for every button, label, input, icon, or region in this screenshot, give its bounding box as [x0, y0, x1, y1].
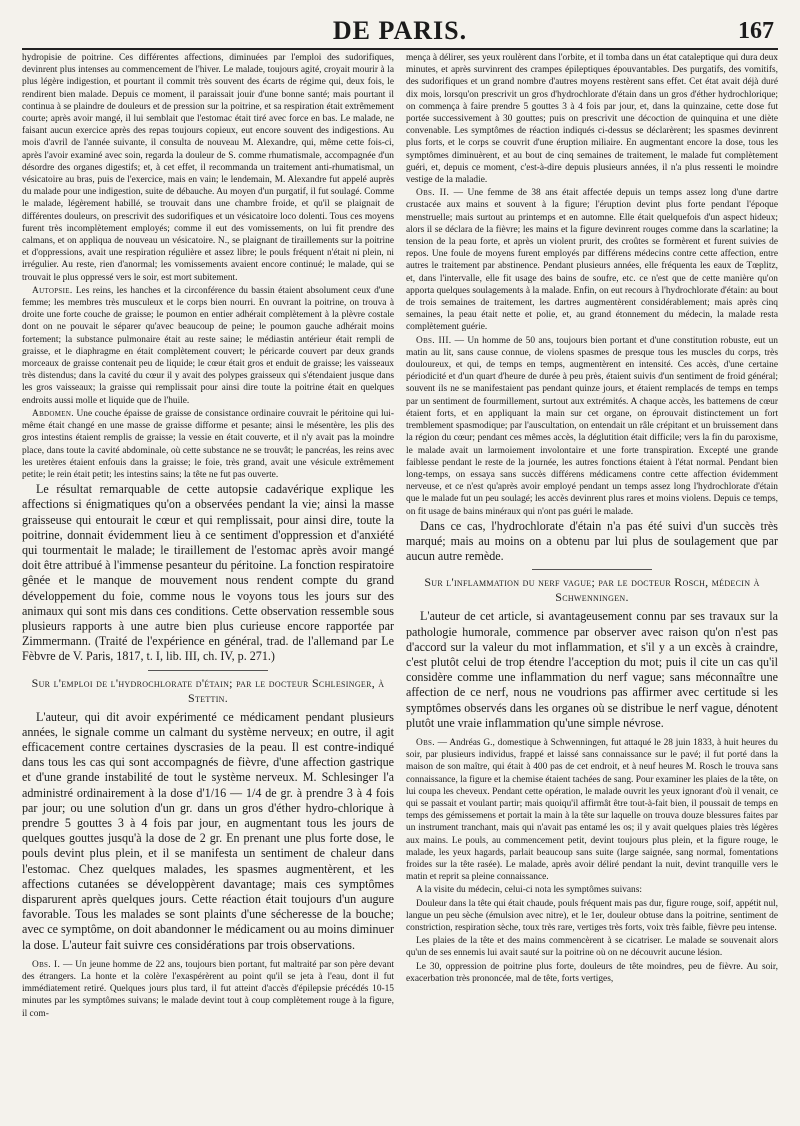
- paragraph-hydrochlorate-intro: L'auteur, qui dit avoir expérimenté ce médicament pendant plusieurs années, le signale comme un calmant du système nerveux; en outre, il agit efficacement contre certaines dyscrasies de la peau. Il est contre-indiqué dans tous les cas qui sont accompagnés de fièvre, d'une affection gastrique et d'une grande instabilité de tout le système nerveux. M. Schlesinger l'a administré ordinairement à la dose d'1/16 — 1/4 de gr. à prendre 3 à 4 fois par jour; ou une solution d'un gr. dans un gros d'éther hydro-chlorique à prendre 5 gouttes 3 à 4 fois par jour, en augmentant tous les jours de quelques gouttes jusqu'à la dose de 2 gr. En prenant une plus forte dose, le pouls devint plus plein, et il se manifesta un sentiment de chaleur dans l'estomac. Chez quelques malades, les spasmes augmentèrent, et les affections cutanées se développèrent davantage; mais ces symptômes disparurent après quelques jours. Cette réaction était toujours d'un augure favorable. Tous les malades se sont plaints d'une sécheresse de la bouche; avec ce symptôme, on doit abandonner le médicament ou au moins diminuer la dose. L'auteur fait suivre ces considérations par trois observations.: [22, 709, 394, 952]
- text-columns: [22, 52, 778, 1120]
- obs2-lead: Obs. II.: [416, 188, 450, 199]
- running-title: DE PARIS.: [332, 16, 468, 45]
- left-column: [22, 52, 394, 1120]
- paragraph-observation-1: [22, 959, 394, 1020]
- paragraph-symptoms: Douleur dans la tête qui était chaude, pouls fréquent mais pas dur, figure rouge, soif, appétit nul, langue un peu sèche (émulsion avec nitre), et le 1er, douleur obtuse dans la poitrine, sentiment de constriction, respiration sèche, toux très rare, vertiges très forts, voix très faible, fièvre peu intense.: [406, 898, 778, 933]
- obs3-lead: Obs. III.: [416, 335, 452, 346]
- obs1-lead: Obs. I.: [32, 959, 61, 970]
- autopsy-lead: Autopsie.: [32, 285, 73, 296]
- obs3-text: — Un homme de 50 ans, toujours bien portant et d'une constitution robuste, eut un matin au lit, sans cause connue, de violens spasmes de presque tous les muscles du corps, très douloureux, et qui, de temps en temps, augmentèrent en intensité. Ces accès, d'une certaine périodicité et d'un quart d'heure de durée à peu près, étaient suivis d'un sentiment de froid général; souvent ils ne se manifestaient pas pendant quinze jours, et étaient remplacés de temps en temps par un sentiment de fourmillement, surtout aux extrémités. A chaque accès, les battemens de cœur étaient forts, et en appliquant la main sur cet organe, on éprouvait distinctement un fort tremblement spasmodique; par l'auscultation, on entendait un râle crépitant et un bruissement dans la région du cœur; pendant ces mêmes accès, la déglutition était difficile; vers la fin du paroxisme, le malade avait un larmoiement involontaire et une forte transpiration. Excepté une grande faiblesse pendant le reste de la journée, les autres fonctions étaient à l'état normal. Pendant bien long-temps, on essaya sans succès différens médicamens contre cette affection évidemment nerveuse, et ce n'est qu'après avoir employé pendant un temps assez long l'hydrochlorate d'étain que le malade fut un peu soulagé; les accès devinrent plus rares et moins violens. Depuis ce temps, on fit usage de bains minéraux qui n'ont pas guéri le malade.: [406, 335, 778, 517]
- paragraph-observation-1-cont: mença à délirer, ses yeux roulèrent dans l'orbite, et il tomba dans un état cataleptique qui dura deux minutes, et après survinrent des crampes épileptiques épouvantables. Des purgatifs, des vomitifs, des sudorifiques et un grand nombre d'autres moyens restèrent sans effet. Cet état avait déjà duré dix mois, lorsqu'on prescrivit un gros d'hydrochlorate d'étain dans un gros d'éther hydrochlorique; on commença à faire prendre 5 gouttes 3 à 4 fois par jour, et, dans la quinzaine, cette dose fut portée successivement à 30 gouttes; puis on prescrivit une décoction de quinquina et une diète convenable. Les symptômes de réaction indiqués ci-dessus se déclarèrent; les spasmes devinrent plus forts, et le corps se couvrit d'une éruption miliaire. En augmentant encore la dose, tous les symptômes diminuèrent, et au bout de cinq semaines de traitement, le malade fut complètement guéri, et, depuis ce moment, c'est-à-dire depuis plusieurs années, il n'a plus ressenti le moindre vestige de la maladie.: [406, 53, 778, 186]
- paragraph-nerf-vague-intro: L'auteur de cet article, si avantageusement connu par ses travaux sur la pathologie humorale, commence par observer avec raison qu'on n'est pas d'accord sur la valeur du mot inflammation, et s'il y a un excès à craindre, c'est plutôt celui de trop étendre l'acception du mot; puis il cite un cas qu'il considère comme une inflammation du nerf vague; sans méconnaître une affection de ce nerf, nous ne voudrions pas affirmer avec certitude si les symptômes observés dans les organes où se distribue le nerf vague, dénotent plutôt une vraie inflammation qu'une simple névrose.: [406, 609, 778, 730]
- paragraph-wounds: Les plaies de la tête et des mains commencèrent à se cicatriser. Le malade se souvenait alors qu'un de ses ennemis lui avait sauté sur la poitrine où on ne découvrit aucune lésion.: [406, 936, 778, 959]
- paragraph-observation-3: [406, 335, 778, 518]
- obs2-text: — Une femme de 38 ans était affectée depuis un temps assez long d'une dartre crustacée aux mains et souvent à la figure; l'éruption devint plus forte pendant l'époque menstruelle; mais surtout au printemps et en automne. Elle était quelquefois d'un aspect hideux; alors il se déclara de la fièvre; les mains et la figure devinrent rouges comme dans la scarlatine; la tension de la peau forte, et après un violent prurit, des croûtes se formèrent et furent suivies de repos. Une foule de moyens furent employés par différens médecins contre cette affection, entre autres le traitement par abstinence. Pendant plusieurs années, elle fréquenta les eaux de Tœplitz, et, dans l'intervalle, elle fit usage des bains de soufre, etc. ce n'est que de cette manière qu'on apporta quelques soulagements à la malade. Enfin, on eut recours à l'hydrochlorate d'étain: au bout de trois semaines de traitement, les dartres augmentèrent considérablement; mais après cinq semaines, la peau était nette et polie, et, au grand étonnement du médecin, la malade resta complètement guérie.: [406, 188, 778, 333]
- section-divider: [148, 670, 268, 671]
- article-title-hydrochlorate: Sur l'emploi de l'hydrochlorate d'étain; par le docteur Schlesinger, à Stettin.: [31, 675, 385, 705]
- paragraph-abdomen: [22, 408, 394, 481]
- section-divider-2: [532, 569, 652, 570]
- page-number: 167: [738, 18, 774, 44]
- abdomen-lead: Abdomen.: [32, 408, 74, 419]
- right-column: [406, 52, 778, 1120]
- article-title-nerf-vague: Sur l'inflammation du nerf vague; par le docteur Rosch, médecin à Schwenningen.: [424, 575, 760, 605]
- obs-a-lead: Obs.: [416, 737, 435, 748]
- obs-a-text: — Andréas G., domestique à Schwenningen, fut attaqué le 28 juin 1833, à huit heures du soir, par plusieurs individus, frappé et laissé sans connaissance sur le pavé; il fut porté dans la maison de son maître, qui était à 400 pas de cet endroit, et à neuf heures M. Rosch le trouva sans connaissance, la figure et la chemise étaient tachées de sang. Pour examiner les plaies de la tête, on lui coupa les cheveux. Pendant cette opération, le malade ouvrit les yeux ignorant d'où il venait, ce qui se passait et voulant partir; mais quoiqu'il affirmât être tout-à-fait bien, il poussait de temps en temps des gémissemens et portait la main à la tête sur laquelle on trouva douze blessures faites par un instrument tranchant, mais qui n'avait pas entamé les os; il y avait quelques plaies très légères aux mains. Le pouls, au commencement petit, devint toujours plus plein, et la figure rouge, le malade, les yeux hagards, parlait beaucoup sans suite (large saignée, sang normal, fomentations froides sur la tête rasée). Le malade, après avoir déliré pendant la nuit, devint tranquille vers le matin et reprit sa pleine connaissance.: [406, 737, 778, 883]
- paragraph-case-history: hydropisie de poitrine. Ces différentes affections, diminuées par l'emploi des sudorifiques, devinrent plus intenses au commencement de l'hiver. Le malade, toujours agité, croyait mourir à la plus légère indigestion, et pourtant il commit très souvent des écarts de régime qui, deux fois, le rendirent bien malade. Depuis ce moment, il paraissait jouir d'une bonne santé; mais pourtant il continua à se plaindre de douleurs et de pression sur la poitrine, et sa respiration était extrêmement courte; après avoir mangé, il lui semblait que l'estomac était tiré avec force en bas. Le malade, ne faisant aucun exercice après des repas toujours copieux, eut encore souvent des indigestions. Au mois d'avril de l'année suivante, il consulta de nouveau M. Alexandre, qui, même cette fois-ci, après l'avoir examiné avec soin, regarda la douleur de S. comme rhumatismale, accompagnée d'un désordre des organes digestifs; et, à cet effet, il recommanda un traitement anti-rhumatismal, un vésicatoire au bras, puis de l'exercice, mais en vain; le lendemain, M. Alexandre fut appelé auprès du malade pour une indigestion, suite de débauche. Au moyen d'un purgatif, il fut soulagé. Comme le malade, légèrement habillé, se trouvait dans une chambre froide, et qu'il se plaignait de différentes douleurs, on prescrivit des sudorifiques et un vésicatoire loco dolenti. Tous ces moyens furent très incomplètement employés; comme il eut des vomissements, on lui fit prendre des calmans, et on appliqua de nouveau un vésicatoire. N., se plaignant de tiraillements sur la poitrine et d'oppressions, avait une respiration régulière et assez libre; le pouls fréquent n'était ni plein, ni irrégulier. Au reste, rien d'anormal; les vomissements avaient encore continué; le malade, qui se trouvait le plus oppressé vers le soir, est mort subitement.: [22, 53, 394, 283]
- paragraph-visit: A la visite du médecin, celui-ci nota les symptômes suivans:: [416, 885, 642, 896]
- paragraph-autopsy: [22, 285, 394, 407]
- paragraph-observation-2: [406, 187, 778, 333]
- page-header: [22, 8, 778, 50]
- obs1-text: — Un jeune homme de 22 ans, toujours bien portant, fut maltraité par son père devant des étrangers. La honte et la colère l'exaspérèrent au point qu'il se jeta à l'eau, dont il fut immédiatement retiré. Quelques jours plus tard, il fut atteint d'accès d'épilepsie précédés 10-15 minutes par les symptômes suivans; le malade devint tout à coup complètement rouge à la figure, il com-: [22, 959, 394, 1019]
- paragraph-day-30: Le 30, oppression de poitrine plus forte, douleurs de tête moindres, peu de fièvre. Au soir, exacerbation très prononcée, mal de tête, forts vertiges,: [406, 961, 778, 984]
- paragraph-observation-andreas: [406, 737, 778, 883]
- paragraph-conclusion: Le résultat remarquable de cette autopsie cadavérique explique les affections si énigmatiques qu'on a observées pendant la vie; ainsi la masse graisseuse qui entourait le cœur et qui remplissait, pour ainsi dire, toute la poitrine, donnait évidemment lieu à ce sentiment d'oppression et d'anxiété qui tourmentait le malade; le tiraillement de l'estomac après avoir mangé doit être attribué à l'immense pesanteur du péritoine. La fonction respiratoire gênée et le manque de mouvement nous rendent compte du grand développement du foie, comme nous le voyons tous les jours sur des animaux qui sont mis dans ces conditions. Cette observation ressemble sous plusieurs rapports à une autre bien plus curieuse encore rapportée par Zimmermann. (Traité de l'expérience en général, trad. de l'allemand par Le Fèbvre de V. Paris, 1817, t. I, lib. III, ch. IV, p. 271.): [22, 482, 394, 664]
- paragraph-closing: Dans ce cas, l'hydrochlorate d'étain n'a pas été suivi d'un succès très marqué; mais au moins on a obtenu par lui plus de soulagement que par aucun autre remède.: [406, 518, 778, 564]
- autopsy-text: Les reins, les hanches et la circonférence du bassin étaient absolument ceux d'une femme; les membres très musculeux et le corps bien nourri. En ouvrant la poitrine, on trouva à droite une forte couche de graisse; le poumon en entier adhérait complètement à la plèvre costale dont on ne pouvait le séparer qu'avec beaucoup de peine; le poumon gauche adhérait moins fortement; la substance pulmonaire était au reste saine; le médiastin antérieur était rempli de graisse, et le diaphragme en était complètement couvert; le péricarde couvert par deux grands morceaux de graisse contenait peu de liquide; le cœur était gros et enduit de graisse; les vaisseaux très distendus; dans la cavité du cœur il y avait des polypes graisseux qui s'étendaient jusque dans les gros vaisseaux; la graisse qui remplissait pour ainsi dire toute la poitrine était en quelques endroits aussi molle et liquide que de l'huile.: [22, 285, 394, 406]
- abdomen-text: Une couche épaisse de graisse de consistance ordinaire couvrait le péritoine qui lui-même était changé en une masse de graisse difforme et pesante; ainsi le mésentère, les plis des gros intestins étaient remplis de graisse; la vessie en était couverte, et il n'y avait pas la moindre place, dans toute la cavité abdominale, où cette substance ne se trouvât; le pancréas, les reins avec les uretères étaient enfouis dans la graisse; le foie, très grand, avait une vésicule extrêmement petite; le rein était petit; les intestins sains; la tête ne fut pas ouverte.: [22, 408, 394, 480]
